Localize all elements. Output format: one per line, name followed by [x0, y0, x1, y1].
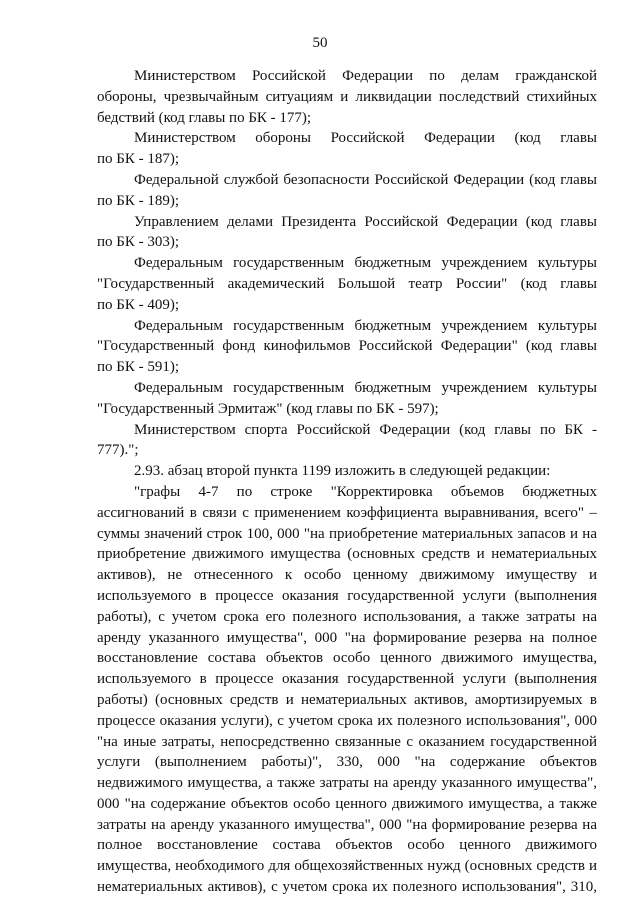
text-line: полное восстановление состава объектов особо ценного движимого [97, 837, 597, 854]
text-line: суммы значений строк 100, 000 "на приобретение материальных запасов и на [97, 525, 597, 542]
text-line: по БК - 591); [97, 359, 180, 376]
text-line: по БК - 303); [97, 234, 180, 251]
text-line: аренду указанного имущества", 000 "на формирование резерва на полное [97, 629, 597, 646]
text-line: Федеральным государственным бюджетным учреждением культуры [134, 255, 597, 272]
text-line: работы) (основных средств и нематериальных активов, амортизируемых в [97, 691, 597, 708]
text-line: Федеральным государственным бюджетным учреждением культуры [134, 379, 597, 396]
text-line: Министерством Российской Федерации по делам гражданской [134, 68, 597, 84]
text-line: активов), не отнесенного к особо ценному движимому имуществу и [97, 567, 597, 584]
document-body [97, 66, 597, 898]
text-line: Министерством спорта Российской Федерации (код главы по БК - [134, 421, 597, 438]
text-line: используемого в процессе оказания государственной услуги (выполнения [97, 587, 597, 604]
text-line: по БК - 187); [97, 151, 180, 168]
text-line: по БК - 409); [97, 296, 180, 313]
text-line: ассигнований в связи с применением коэффициента выравнивания, всего" – [97, 504, 597, 521]
text-line: нематериальных активов), с учетом срока их полезного использования", 310, [97, 879, 597, 896]
text-line: услуги (выполнением работы)", 330, 000 "на содержание объектов [97, 754, 597, 771]
text-line: "Государственный Эрмитаж" (код главы по БК - 597); [97, 400, 439, 417]
text-line: обороны, чрезвычайным ситуациям и ликвидации последствий стихийных [97, 88, 597, 105]
text-line: по БК - 189); [97, 192, 180, 209]
text-line: восстановление состава объектов особо ценного движимого имущества, [97, 650, 597, 667]
text-line: используемого в процессе оказания государственной услуги (выполнения [97, 671, 597, 688]
text-line: бедствий (код главы по БК - 177); [97, 109, 312, 126]
text-line: недвижимого имущества, а также затраты на аренду указанного имущества", [97, 775, 597, 792]
text-line: Министерством обороны Российской Федерации (код главы [134, 130, 597, 147]
text-line: имущества, необходимого для общехозяйственных нужд (основных средств и [97, 858, 597, 875]
text-line: 777)."; [97, 442, 139, 459]
text-line: "Государственный фонд кинофильмов Российской Федерации" (код главы [97, 338, 597, 355]
text-line: "на иные затраты, непосредственно связанные с оказанием государственной [97, 733, 597, 750]
page-number: 50 [312, 35, 328, 51]
text-line: "графы 4-7 по строке "Корректировка объемов бюджетных [134, 483, 597, 500]
text-line: Управлением делами Президента Российской Федерации (код главы [134, 213, 597, 230]
text-line: 000 "на содержание объектов особо ценного движимого имущества, а также [97, 795, 597, 812]
text-line: 2.93. абзац второй пункта 1199 изложить в следующей редакции: [134, 463, 551, 480]
text-line: "Государственный академический Большой театр России" (код главы [97, 275, 597, 292]
text-line: работы), с учетом срока его полезного использования, а также затраты на [97, 608, 597, 625]
text-line: приобретение движимого имущества (основных средств и нематериальных [97, 546, 597, 563]
text-line: Федеральным государственным бюджетным учреждением культуры [134, 317, 597, 334]
text-line: Федеральной службой безопасности Российской Федерации (код главы [134, 171, 597, 188]
text-line: затраты на аренду указанного имущества", 000 "на формирование резерва на [97, 816, 597, 833]
text-line: процессе оказания услуги), с учетом срока их полезного использования", 000 [97, 712, 597, 729]
